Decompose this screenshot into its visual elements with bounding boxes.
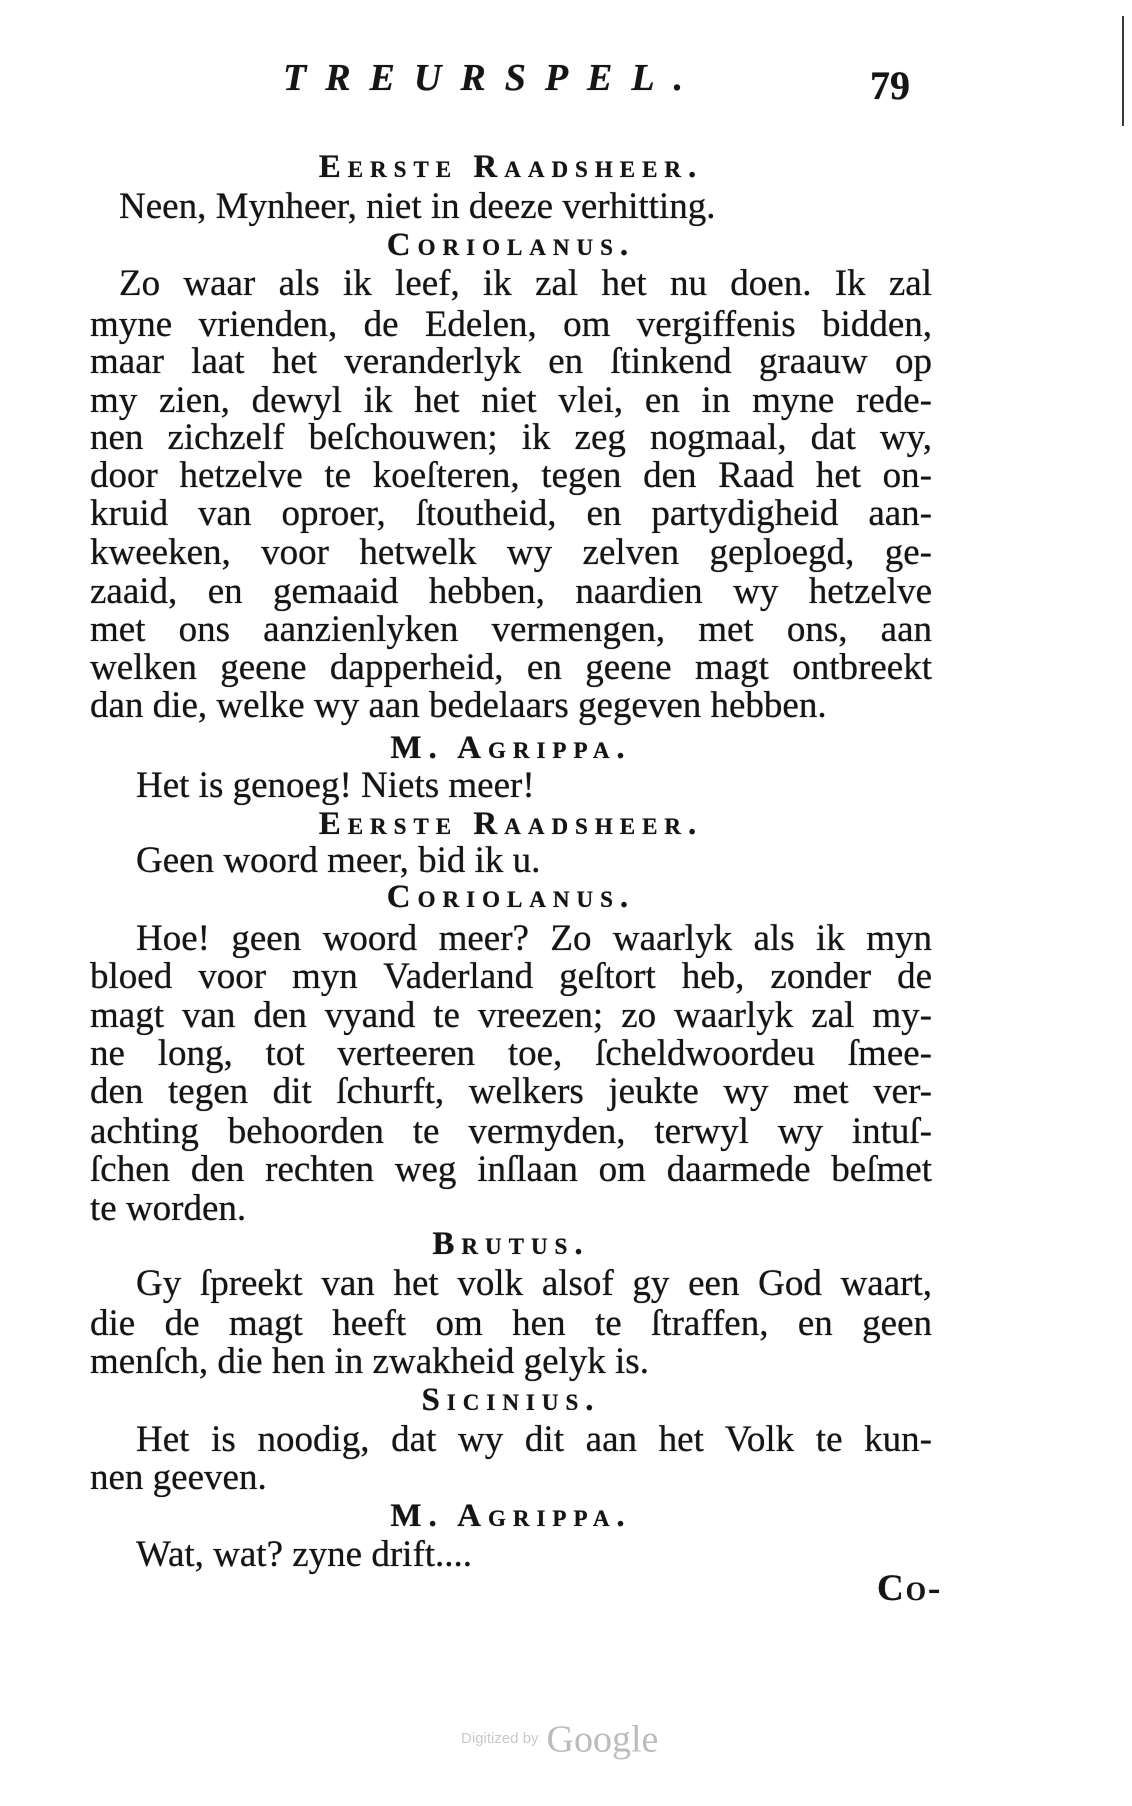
digitized-by-label: Digitized by	[461, 1730, 539, 1748]
speech-line: nen zichzelf beſchouwen; ik zeg nogmaal, dat wy,	[90, 417, 932, 458]
speech-line: zaaid, en gemaaid hebben, naardien wy hetzelve	[90, 571, 932, 612]
google-logo-text: Google	[546, 1718, 659, 1761]
page-edge-line	[1122, 16, 1124, 126]
speech-line: ſchen den rechten weg inſlaan om daarmede beſmet	[90, 1149, 932, 1190]
speaker-name: Sicinius.	[421, 1382, 601, 1418]
speech-line: Zo waar als ik leef, ik zal het nu doen. Ik zal	[119, 263, 932, 304]
speech-line: ne long, tot verteeren toe, ſcheldwoordeu ſmee-	[90, 1033, 932, 1074]
running-title: TREURSPEL.	[283, 57, 703, 99]
speech-line: te worden.	[90, 1188, 247, 1229]
speech-line: Neen, Mynheer, niet in deeze verhitting.	[119, 186, 716, 227]
speech-line: met ons aanzienlyken vermengen, met ons, aan	[90, 609, 932, 650]
speech-line: achting behoorden te vermyden, terwyl wy intuſ-	[90, 1111, 932, 1152]
speech-line: myne vrienden, de Edelen, om vergiffenis bidden,	[90, 304, 932, 345]
speaker-name: Coriolanus.	[386, 227, 636, 263]
speech-line: Wat, wat? zyne drift....	[136, 1534, 473, 1575]
speech-line: magt van den vyand te vreezen; zo waarlyk zal my-	[90, 995, 932, 1036]
catchword: Co-	[877, 1568, 943, 1609]
speaker-name: Brutus.	[432, 1226, 590, 1262]
speech-line: welken geene dapperheid, en geene magt ontbreekt	[90, 647, 932, 688]
speech-line: Geen woord meer, bid ik u.	[136, 840, 541, 881]
speech-line: dan die, welke wy aan bedelaars gegeven hebben.	[90, 685, 827, 726]
digitized-watermark	[461, 1715, 658, 1763]
speech-line: door hetzelve te koeſteren, tegen den Raad het on-	[90, 455, 932, 496]
speaker-name: M. Agrippa.	[390, 730, 632, 766]
speech-line: kweeken, voor hetwelk wy zelven geploegd, ge-	[90, 532, 932, 573]
speech-line: nen geeven.	[90, 1457, 267, 1498]
speech-line: menſch, die hen in zwakheid gelyk is.	[90, 1341, 649, 1382]
speech-line: den tegen dit ſchurft, welkers jeukte wy met ver-	[90, 1071, 932, 1112]
speech-line: bloed voor myn Vaderland geſtort heb, zonder de	[90, 956, 932, 997]
speech-line: kruid van oproer, ſtoutheid, en partydigheid aan-	[90, 493, 932, 534]
speaker-name: Eerste Raadsheer.	[318, 806, 704, 842]
speech-line: die de magt heeft om hen te ſtraffen, en geen	[90, 1303, 932, 1344]
speech-line: Hoe! geen woord meer? Zo waarlyk als ik myn	[136, 918, 932, 959]
page-number: 79	[870, 63, 910, 108]
speaker-name: M. Agrippa.	[390, 1498, 632, 1534]
speaker-name: Eerste Raadsheer.	[318, 149, 704, 185]
speaker-name: Coriolanus.	[386, 879, 636, 915]
speech-line: Het is genoeg! Niets meer!	[136, 765, 535, 806]
speech-line: my zien, dewyl ik het niet vlei, en in myne rede-	[90, 380, 932, 421]
speech-line: maar laat het veranderlyk en ſtinkend graauw op	[90, 341, 932, 382]
speech-line: Het is noodig, dat wy dit aan het Volk te kun-	[136, 1419, 932, 1460]
speech-line: Gy ſpreekt van het volk alsof gy een God waart,	[136, 1263, 932, 1304]
